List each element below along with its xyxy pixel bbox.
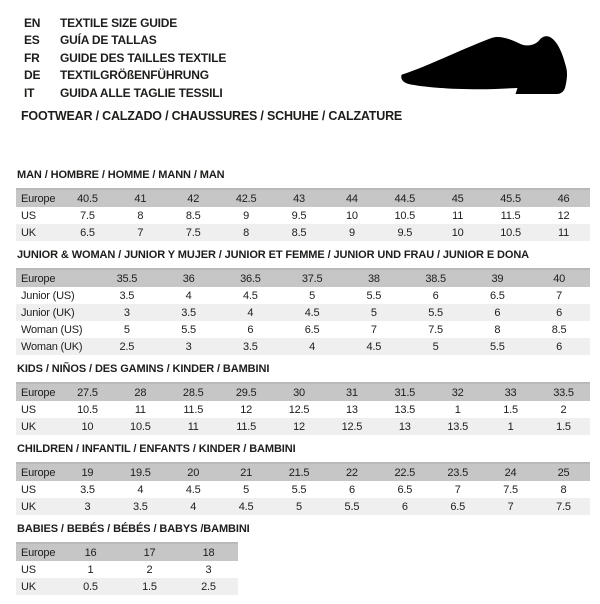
size-value-cell: 28 [114, 383, 167, 401]
size-value-cell: 23.5 [431, 463, 484, 481]
language-row [24, 85, 226, 102]
size-value-cell: 5 [343, 304, 405, 321]
size-value-cell: 5 [309, 289, 316, 302]
size-value-cell: 6.5 [431, 498, 484, 515]
size-value-cell: 8.5 [273, 224, 326, 241]
size-value-cell: 4.5 [185, 483, 201, 496]
size-value-cell: 11 [134, 403, 146, 416]
size-value-cell: 4 [185, 289, 192, 302]
table-row [16, 287, 590, 304]
size-value-cell: 3 [158, 338, 220, 355]
row-label-cell: US [21, 483, 36, 496]
section-kids [16, 364, 590, 435]
size-value-cell: 25 [537, 463, 590, 481]
size-value-cell: 7.5 [428, 323, 443, 336]
size-value-cell: 8 [560, 483, 567, 496]
size-value-cell: 2 [146, 563, 153, 576]
row-label-cell: Junior (US) [21, 289, 75, 302]
size-value-cell: 44.5 [378, 189, 431, 207]
row-label-cell: Woman (UK) [16, 338, 96, 355]
size-value-cell: 6 [432, 289, 439, 302]
section-title-junior-woman: JUNIOR & WOMAN / JUNIOR Y MUJER / JUNIOR ET FEMME / JUNIOR UND FRAU / JUNIOR E DONA [17, 249, 530, 261]
section-title-man: MAN / HOMBRE / HOMME / MANN / MAN [17, 169, 225, 181]
language-row [24, 32, 226, 49]
size-value-cell: 5 [405, 338, 467, 355]
size-value-cell: 5 [123, 323, 130, 336]
table-row [16, 498, 590, 515]
table-row [16, 418, 590, 435]
language-code: DE [24, 68, 41, 83]
size-value-cell: 45 [431, 189, 484, 207]
size-value-cell: 5.5 [291, 483, 307, 496]
size-value-cell: 37.5 [281, 269, 343, 287]
guide-title-de: TEXTILGRÖßENFÜHRUNG [60, 68, 209, 83]
row-label-cell: Europe [16, 189, 61, 207]
size-table-man [16, 188, 590, 241]
size-value-cell: 13 [378, 418, 431, 435]
size-value-cell: 4 [220, 304, 282, 321]
row-label-cell: Woman (US) [21, 323, 83, 336]
size-value-cell: 10 [345, 209, 358, 222]
size-value-cell: 44 [325, 189, 378, 207]
size-value-cell: 9 [243, 209, 250, 222]
size-value-cell: 36.5 [220, 269, 282, 287]
size-value-cell: 3.5 [114, 498, 167, 515]
size-value-cell: 7.5 [537, 498, 590, 515]
size-value-cell: 13.5 [431, 418, 484, 435]
size-value-cell: 5.5 [405, 304, 467, 321]
table-row [16, 561, 238, 578]
size-value-cell: 3 [61, 498, 114, 515]
section-children [16, 444, 590, 515]
size-table-junior-woman [16, 268, 590, 355]
size-value-cell: 36 [158, 269, 220, 287]
size-value-cell: 4.5 [343, 338, 405, 355]
size-value-cell: 19 [61, 463, 114, 481]
size-value-cell: 4 [167, 498, 220, 515]
size-value-cell: 33 [484, 383, 537, 401]
size-value-cell: 5 [273, 498, 326, 515]
size-value-cell: 13 [345, 403, 358, 416]
size-value-cell: 12.5 [325, 418, 378, 435]
table-row [16, 304, 590, 321]
size-value-cell: 3 [205, 563, 212, 576]
size-value-cell: 11 [537, 224, 590, 241]
category-line: FOOTWEAR / CALZADO / CHAUSSURES / SCHUHE / CALZATURE [21, 109, 403, 123]
size-value-cell: 7.5 [503, 483, 518, 496]
language-code: FR [24, 50, 40, 65]
language-code: IT [24, 85, 35, 100]
size-value-cell: 13.5 [394, 403, 416, 416]
size-value-cell: 6 [528, 304, 590, 321]
size-value-cell: 4 [137, 483, 144, 496]
guide-title-fr: GUIDE DES TAILLES TEXTILE [60, 50, 227, 65]
size-value-cell: 6 [247, 323, 254, 336]
size-value-cell: 22.5 [378, 463, 431, 481]
size-value-cell: 11.5 [220, 418, 273, 435]
size-value-cell: 1.5 [503, 403, 518, 416]
size-value-cell: 7.5 [167, 224, 220, 241]
size-value-cell: 9.5 [378, 224, 431, 241]
size-value-cell: 7 [454, 483, 461, 496]
row-label-cell: Europe [16, 383, 61, 401]
size-value-cell: 6 [528, 338, 590, 355]
size-value-cell: 5.5 [366, 289, 382, 302]
size-value-cell: 8 [137, 209, 144, 222]
row-label-cell: US [21, 563, 36, 576]
size-value-cell: 40 [528, 269, 590, 287]
table-row [16, 401, 590, 418]
size-value-cell: 3.5 [220, 338, 282, 355]
row-label-cell: UK [16, 578, 61, 595]
size-value-cell: 12.5 [288, 403, 310, 416]
size-value-cell: 43 [273, 189, 326, 207]
size-value-cell: 5.5 [467, 338, 529, 355]
table-row [16, 224, 590, 241]
size-value-cell: 33.5 [537, 383, 590, 401]
size-value-cell: 11 [452, 209, 464, 222]
size-value-cell: 28.5 [167, 383, 220, 401]
size-value-cell: 6.5 [304, 323, 320, 336]
table-row [16, 321, 590, 338]
size-value-cell: 7.5 [80, 209, 95, 222]
table-row [16, 578, 238, 595]
size-value-cell: 38 [343, 269, 405, 287]
size-value-cell: 1 [454, 403, 461, 416]
section-title-babies: BABIES / BEBÉS / BÉBÉS / BABYS /BAMBINI [17, 523, 250, 535]
language-title-block [24, 15, 226, 102]
row-label-cell: US [21, 209, 36, 222]
size-value-cell: 4.5 [243, 289, 258, 302]
section-title-children: CHILDREN / INFANTIL / ENFANTS / KINDER / BAMBINI [17, 443, 296, 455]
size-table-kids [16, 382, 590, 435]
size-value-cell: 38.5 [405, 269, 467, 287]
size-value-cell: 1.5 [537, 418, 590, 435]
guide-title-en: TEXTILE SIZE GUIDE [60, 16, 178, 30]
size-value-cell: 11.5 [500, 209, 521, 222]
size-value-cell: 29.5 [220, 383, 273, 401]
size-value-cell: 22 [325, 463, 378, 481]
table-row [16, 543, 238, 561]
size-value-cell: 4.5 [220, 498, 273, 515]
section-title-kids: KIDS / NIÑOS / DES GAMINS / KINDER / BAMBINI [17, 363, 270, 375]
size-value-cell: 1 [484, 418, 537, 435]
size-value-cell: 24 [484, 463, 537, 481]
size-value-cell: 10.5 [484, 224, 537, 241]
table-row [16, 383, 590, 401]
table-row [16, 481, 590, 498]
size-value-cell: 7 [556, 289, 563, 302]
size-tables-area [16, 170, 590, 604]
size-value-cell: 8.5 [551, 323, 567, 336]
table-row [16, 269, 590, 287]
size-value-cell: 16 [61, 543, 120, 561]
size-value-cell: 31.5 [378, 383, 431, 401]
size-value-cell: 5.5 [325, 498, 378, 515]
size-value-cell: 7 [370, 323, 377, 336]
size-value-cell: 41 [114, 189, 167, 207]
size-table-babies [16, 542, 238, 595]
table-row [16, 463, 590, 481]
section-babies [16, 524, 590, 595]
section-junior-woman [16, 250, 590, 355]
size-value-cell: 9.5 [291, 209, 307, 222]
size-value-cell: 12 [557, 209, 570, 222]
size-value-cell: 2.5 [96, 338, 158, 355]
size-value-cell: 3.5 [119, 289, 135, 302]
guide-title-es: GUÍA DE TALLAS [60, 33, 157, 48]
row-label-cell: UK [16, 418, 61, 435]
size-value-cell: 1 [87, 563, 94, 576]
size-value-cell: 10.5 [114, 418, 167, 435]
size-value-cell: 21 [220, 463, 273, 481]
size-value-cell: 11.5 [183, 403, 204, 416]
size-value-cell: 6 [348, 483, 355, 496]
row-label-cell: Europe [16, 463, 61, 481]
size-value-cell: 10 [61, 418, 114, 435]
size-value-cell: 6 [467, 304, 529, 321]
size-value-cell: 18 [179, 543, 238, 561]
section-man [16, 170, 590, 241]
size-value-cell: 39 [467, 269, 529, 287]
size-value-cell: 4.5 [281, 304, 343, 321]
size-value-cell: 30 [273, 383, 326, 401]
size-value-cell: 10.5 [77, 403, 98, 416]
row-label-cell: Europe [16, 269, 96, 287]
size-value-cell: 4 [281, 338, 343, 355]
row-label-cell: UK [16, 224, 61, 241]
size-value-cell: 5 [243, 483, 250, 496]
size-value-cell: 31 [325, 383, 378, 401]
table-row [16, 189, 590, 207]
size-value-cell: 46 [537, 189, 590, 207]
size-value-cell: 42.5 [220, 189, 273, 207]
size-value-cell: 12 [273, 418, 326, 435]
size-value-cell: 1.5 [120, 578, 179, 595]
guide-title-it: GUIDA ALLE TAGLIE TESSILI [60, 85, 223, 100]
size-value-cell: 10 [431, 224, 484, 241]
size-value-cell: 32 [431, 383, 484, 401]
size-value-cell: 6.5 [490, 289, 505, 302]
size-value-cell: 42 [167, 189, 220, 207]
row-label-cell: UK [16, 498, 61, 515]
size-table-children [16, 462, 590, 515]
language-row [24, 15, 226, 32]
language-row [24, 50, 226, 67]
size-value-cell: 35.5 [96, 269, 158, 287]
size-value-cell: 8 [220, 224, 273, 241]
size-value-cell: 9 [325, 224, 378, 241]
language-code: EN [24, 16, 41, 30]
size-value-cell: 11 [167, 418, 220, 435]
language-code: ES [24, 33, 40, 48]
row-label-cell: Junior (UK) [16, 304, 96, 321]
size-value-cell: 12 [240, 403, 253, 416]
size-value-cell: 3.5 [158, 304, 220, 321]
size-value-cell: 8 [494, 323, 501, 336]
size-value-cell: 3.5 [80, 483, 95, 496]
size-value-cell: 2 [560, 403, 567, 416]
size-value-cell: 21.5 [273, 463, 326, 481]
size-value-cell: 6.5 [61, 224, 114, 241]
size-value-cell: 40.5 [61, 189, 114, 207]
size-value-cell: 17 [120, 543, 179, 561]
size-value-cell: 20 [167, 463, 220, 481]
size-value-cell: 7 [114, 224, 167, 241]
table-row [16, 207, 590, 224]
size-value-cell: 2.5 [179, 578, 238, 595]
size-value-cell: 8.5 [185, 209, 201, 222]
size-value-cell: 0.5 [61, 578, 120, 595]
size-value-cell: 6 [378, 498, 431, 515]
language-row [24, 67, 226, 84]
size-value-cell: 5.5 [181, 323, 196, 336]
size-value-cell: 19.5 [114, 463, 167, 481]
row-label-cell: Europe [16, 543, 61, 561]
size-value-cell: 7 [484, 498, 537, 515]
size-value-cell: 45.5 [484, 189, 537, 207]
size-value-cell: 10.5 [394, 209, 416, 222]
size-value-cell: 27.5 [61, 383, 114, 401]
row-label-cell: US [21, 403, 36, 416]
dress-shoe-icon [399, 35, 572, 95]
table-row [16, 338, 590, 355]
size-value-cell: 3 [96, 304, 158, 321]
size-value-cell: 6.5 [397, 483, 413, 496]
